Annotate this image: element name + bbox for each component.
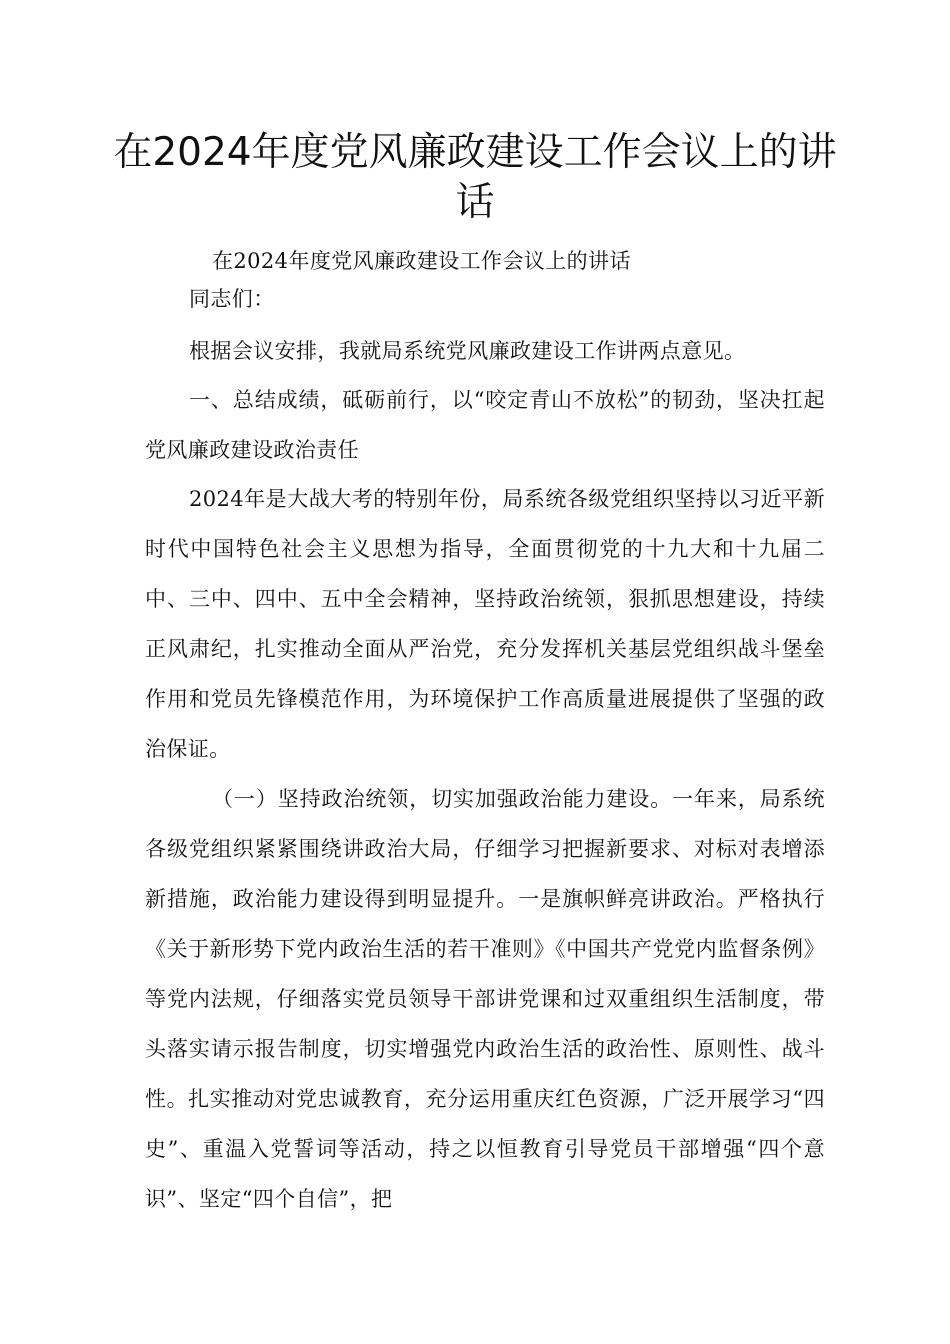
paragraph-intro: 根据会议安排，我就局系统党风廉政建设工作讲两点意见。	[189, 339, 746, 363]
salutation: 同志们：	[189, 287, 275, 311]
paragraph-summary: 2024年是大战大考的特别年份，局系统各级党组织坚持以习近平新时代中国特色社会主义思想为指导，全面贯彻党的十九大和十九届二中、三中、四中、五中全会精神，坚持政治统领，狠抓思想建设，持续正风肃纪，扎实推动全面从严治党，充分发挥机关基层党组织战斗堡垒作用和党员先锋模范作用，为环境保护工作高质量进展提供了坚强的政治保证。	[145, 487, 825, 761]
paragraph-political-leadership: （一）坚持政治统领，切实加强政治能力建设。一年来，局系统各级党组织紧紧围绕讲政治大局，仔细学习把握新要求、对标对表增添新措施，政治能力建设得到明显提升。一是旗帜鲜亮讲政治。严格执行《关于新形势下党内政治生活的若干准则》《中国共产党党内监督条例》等党内法规，仔细落实党员领导干部讲党课和过双重组织生活制度，带头落实请示报告制度，切实增强党内政治生活的政治性、原则性、战斗性。扎实推动对党忠诚教育，充分运用重庆红色资源，广泛开展学习“四史”、重温入党誓词等活动，持之以恒教育引导党员干部增强“四个意识”、坚定“四个自信”，把	[145, 787, 825, 1211]
section-heading-one: 一、总结成绩，砥砺前行，以“咬定青山不放松”的韧劲，坚决扛起党风廉政建设政治责任	[145, 388, 825, 462]
document-title: 在2024年度党风廉政建设工作会议上的讲话	[113, 130, 837, 225]
document-subtitle: 在2024年度党风廉政建设工作会议上的讲话	[212, 249, 631, 273]
